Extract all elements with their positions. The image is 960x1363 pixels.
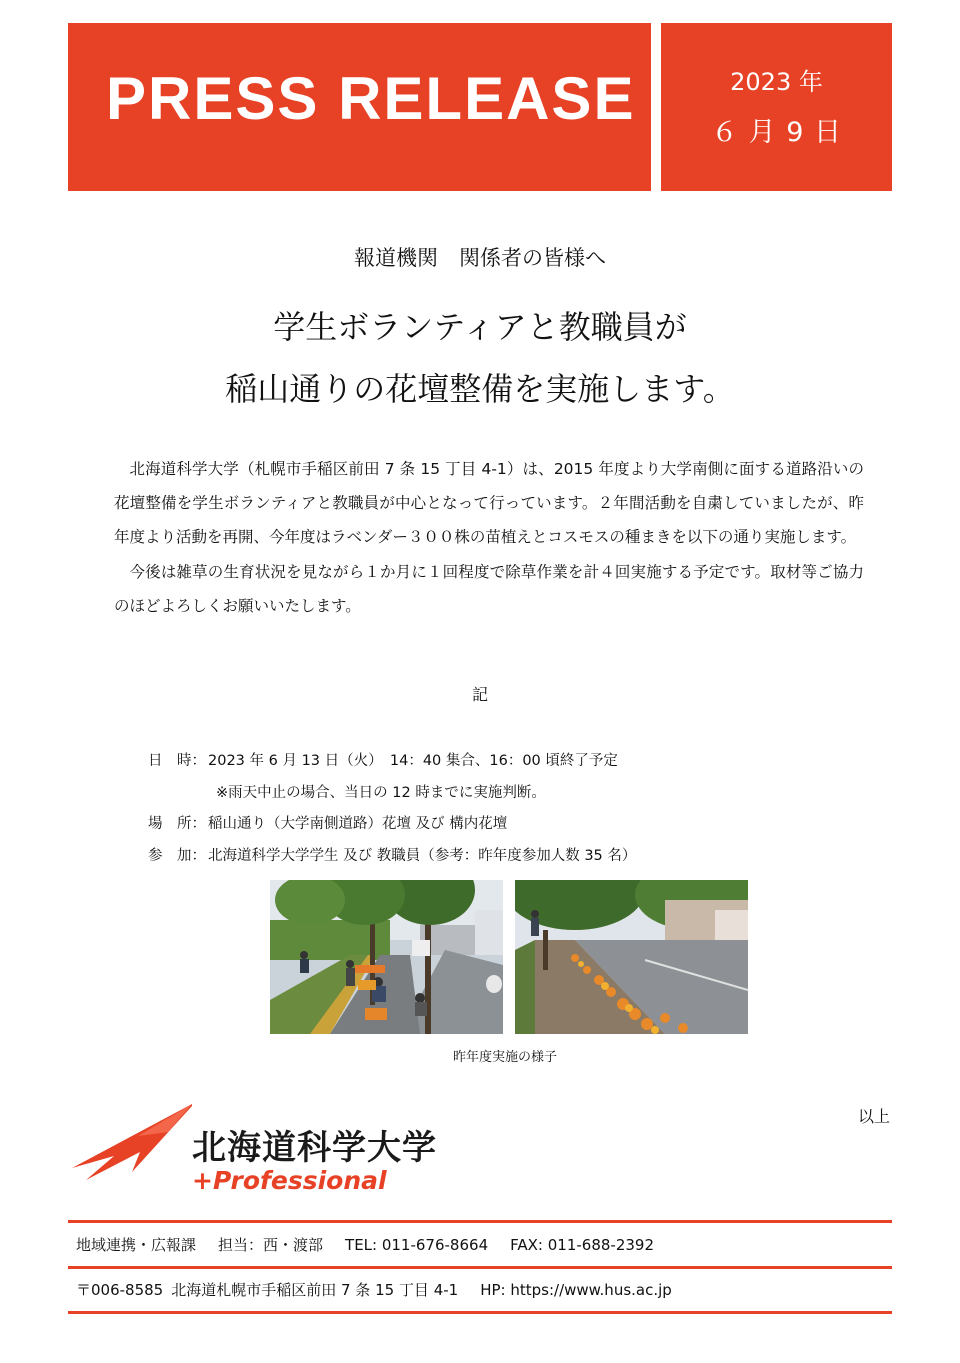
footer-postal: 〒006-8585 (76, 1281, 164, 1299)
university-name: 北海道科学大学 (192, 1128, 437, 1168)
body-paragraph-2: 今後は雑草の生育状況を見ながら１か月に１回程度で除草作業を計４回実施する予定です。取材等ご協力のほどよろしくお願いいたします。 (114, 562, 864, 615)
participants-label: 参 加： (148, 847, 206, 864)
university-tagline: +Professional (192, 1166, 387, 1195)
footer-tel: TEL: 011-676-8664 (345, 1236, 489, 1254)
release-date: ６ 月 9 日 (711, 117, 842, 148)
body-text (114, 452, 864, 623)
release-year: 2023 年 (730, 68, 823, 96)
body-paragraph-1: 北海道科学大学（札幌市手稲区前田 7 条 15 丁目 4-1）は、2015 年度より大学南側に面する道路沿いの花壇整備を学生ボランティアと教職員が中心となって行っています。２年間活動を自粛していましたが、昨年度より活動を再開、今年度はラベンダー３００株の苗植えとコスモスの種まきを以下の通り実施します。 (114, 460, 864, 547)
detail-participants (148, 841, 636, 873)
datetime-value: 2023 年 6 月 13 日（火） 14：40 集合、16：00 頃終了予定 (208, 753, 618, 769)
rain-note: ※雨天中止の場合、当日の 12 時までに実施判断。 (216, 784, 546, 801)
detail-datetime (148, 746, 636, 778)
photo-flower-bed (515, 880, 748, 1034)
footer-dept: 地域連携・広報課 (76, 1236, 197, 1254)
photo-volunteers-planting (270, 880, 503, 1034)
event-details (148, 746, 636, 872)
closing-mark: 以上 (857, 1107, 890, 1126)
banner-title: PRESS RELEASE (106, 65, 636, 132)
date-banner (661, 23, 892, 191)
photo-caption: 昨年度実施の様子 (452, 1050, 557, 1065)
university-logo-icon (72, 1104, 192, 1184)
footer-homepage[interactable]: HP: https://www.hus.ac.jp (480, 1281, 672, 1299)
footer-address (76, 1279, 694, 1300)
footer-person: 担当：西・渡部 (218, 1236, 324, 1254)
ki-marker: 記 (471, 685, 488, 704)
salutation: 報道機関 関係者の皆様へ (354, 246, 606, 270)
footer-divider-middle (68, 1266, 892, 1269)
footer-contact (76, 1234, 676, 1255)
place-value: 稲山通り（大学南側道路）花壇 及び 構内花壇 (208, 816, 508, 832)
detail-note (148, 778, 636, 810)
footer-fax: FAX: 011-688-2392 (510, 1236, 654, 1254)
place-label: 場 所： (148, 816, 206, 832)
footer-divider-top (68, 1220, 892, 1223)
headline-line1: 学生ボランティアと教職員が (273, 308, 687, 346)
detail-place (148, 809, 636, 841)
footer-street: 北海道札幌市手稲区前田 7 条 15 丁目 4-1 (171, 1281, 459, 1299)
headline-line2: 稲山通りの花壇整備を実施します。 (225, 370, 735, 408)
footer-divider-bottom (68, 1311, 892, 1314)
participants-value: 北海道科学大学学生 及び 教職員（参考：昨年度参加人数 35 名） (208, 847, 637, 864)
datetime-label: 日 時： (148, 753, 206, 769)
